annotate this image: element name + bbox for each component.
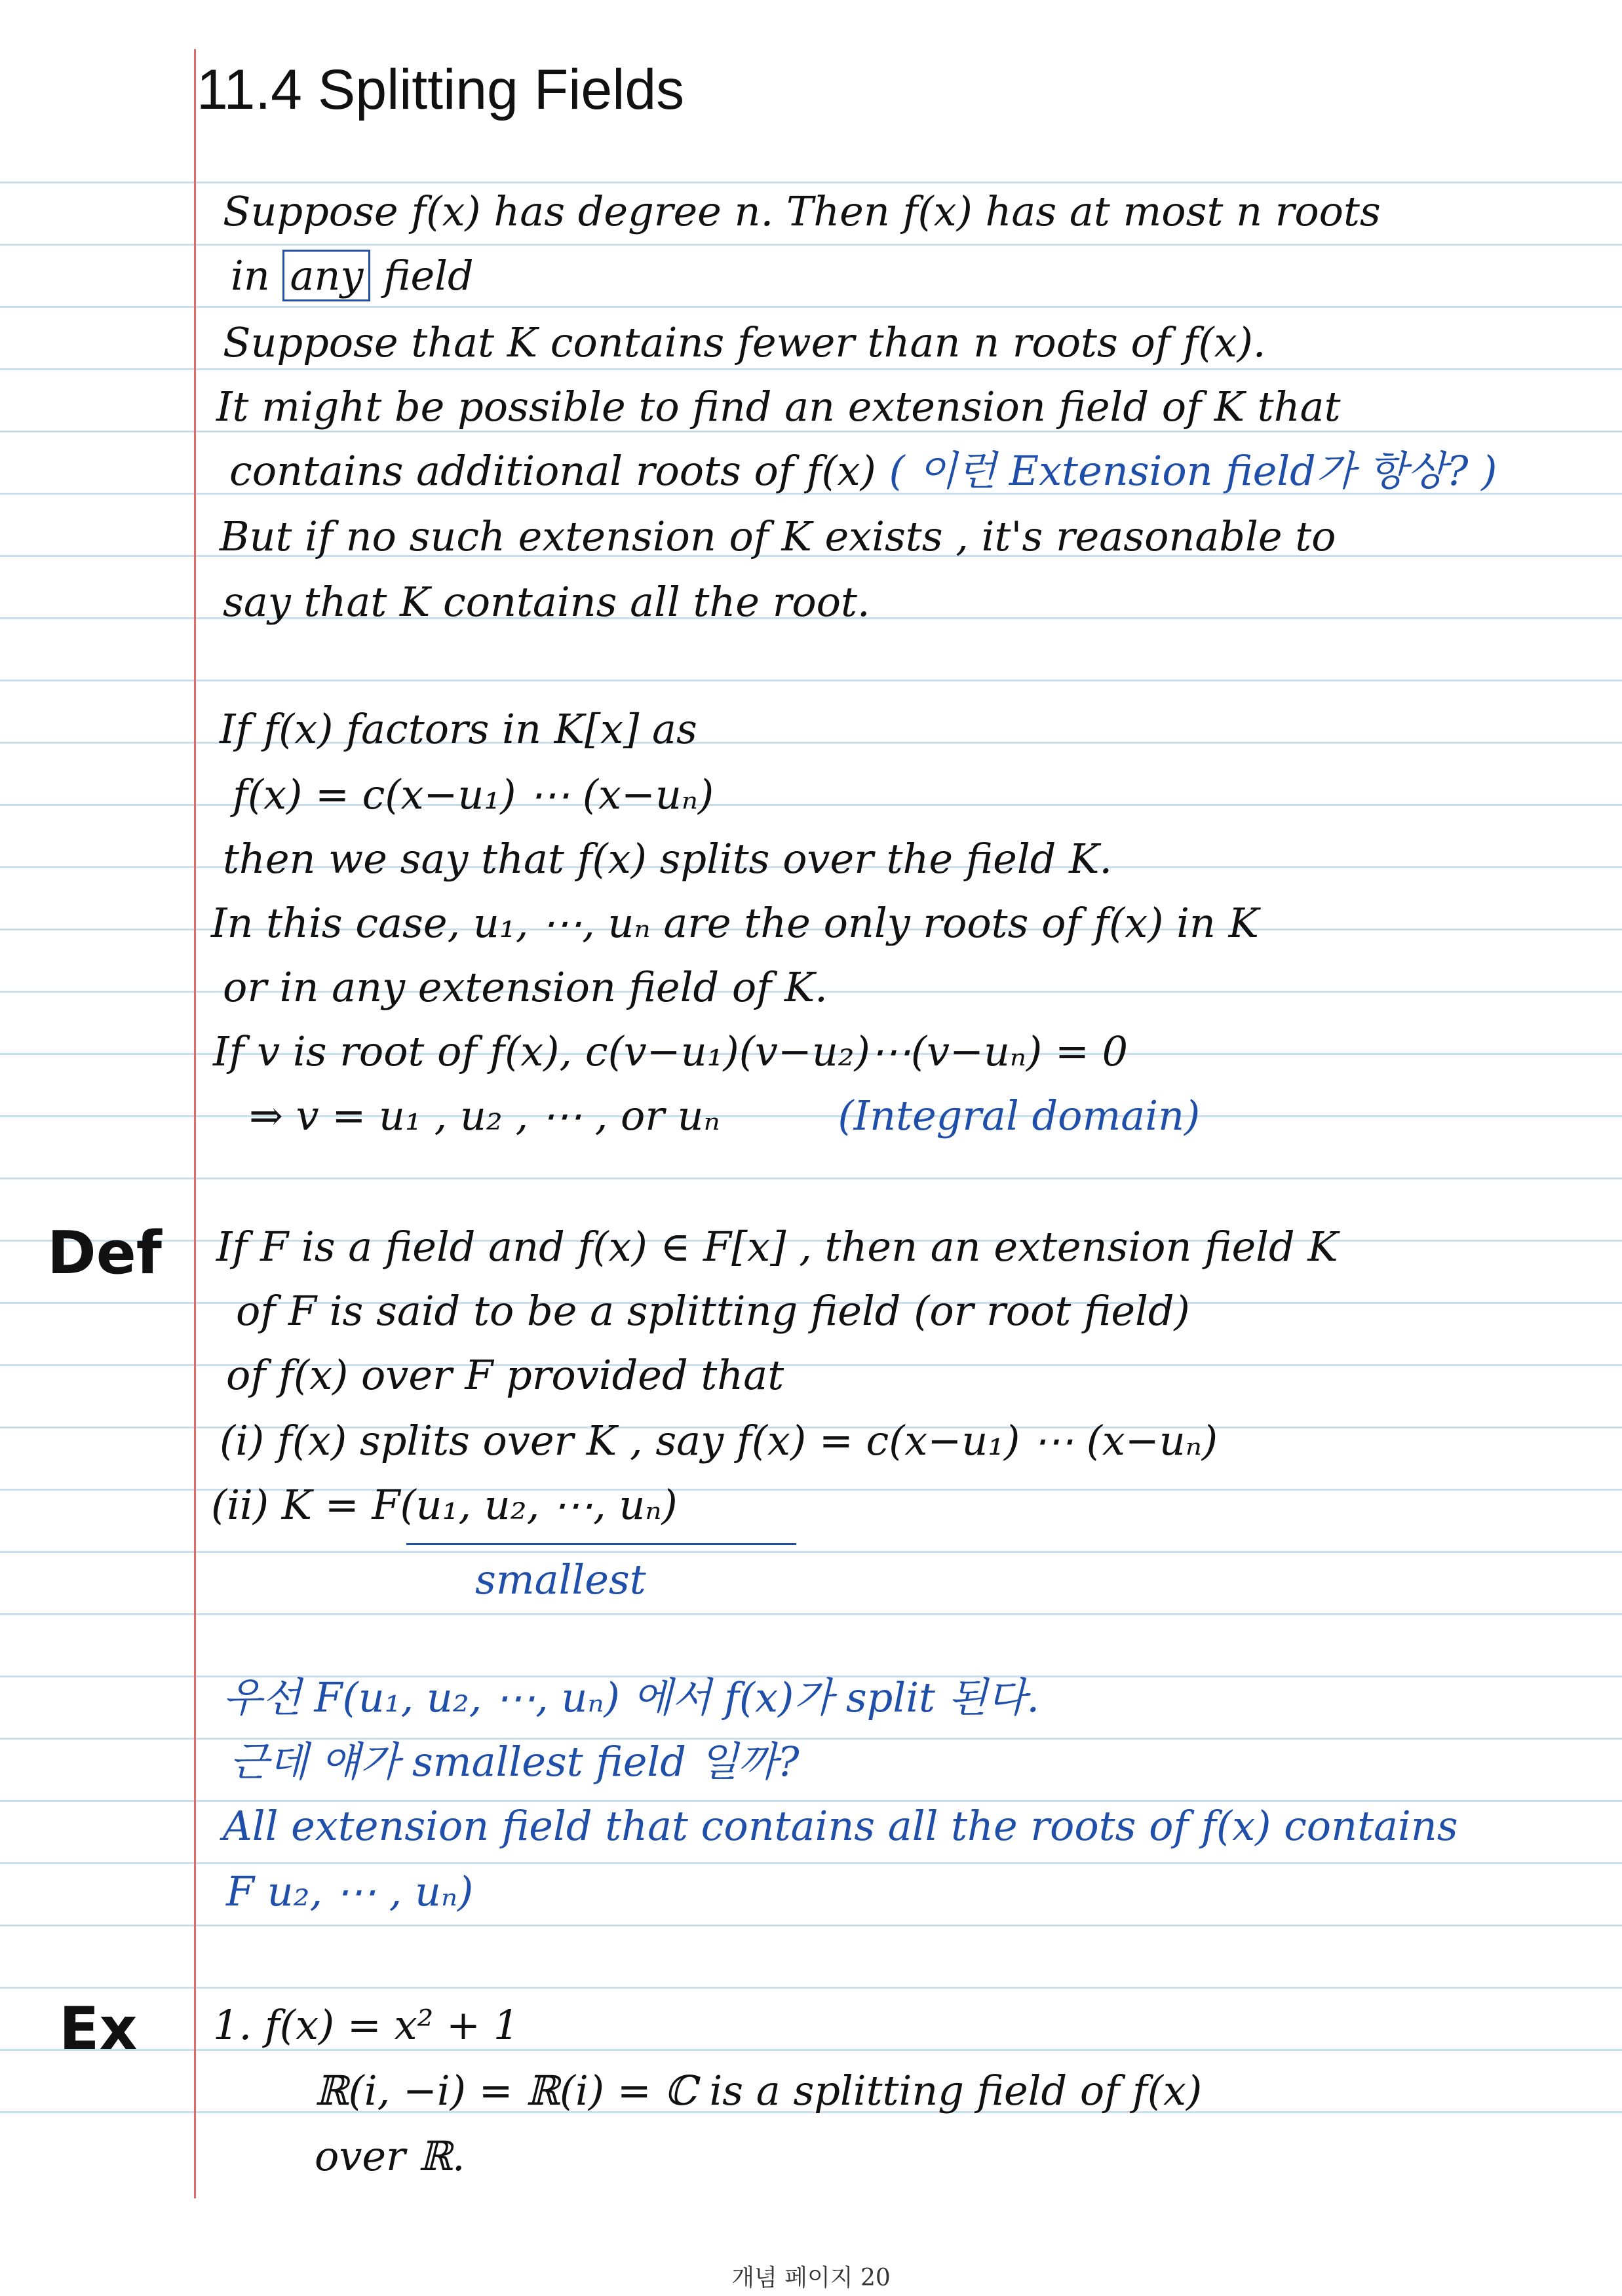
underline-mark — [406, 1543, 796, 1545]
def-line-1: If F is a field and f(x) ∈ F[x] , then an extension field K — [216, 1223, 1338, 1271]
intro-line-5-text: contains additional roots of f(x) — [229, 447, 876, 495]
splits-implication: ⇒ v = u₁ , u₂ , ⋯ , or uₙ — [249, 1092, 720, 1139]
def-label: Def — [47, 1219, 162, 1288]
def-condition-i: (i) f(x) splits over K , say f(x) = c(x−u₁) ⋯ (x−uₙ) — [220, 1417, 1218, 1464]
note-line-4: F u₂, ⋯ , uₙ) — [226, 1867, 474, 1915]
splits-line-4: In this case, u₁, ⋯, uₙ are the only roots of f(x) in K — [211, 899, 1259, 947]
intro-line-7: say that K contains all the root. — [223, 578, 870, 626]
def-line-2: of F is said to be a splitting field (or root field) — [236, 1287, 1190, 1335]
ex-label: Ex — [59, 1995, 138, 2063]
splits-line-7 — [249, 1092, 1201, 1139]
splits-factorization: f(x) = c(x−u₁) ⋯ (x−uₙ) — [233, 771, 714, 818]
page-title: 11.4 Splitting Fields — [197, 58, 685, 121]
intro-line-6: But if no such extension of K exists , it's reasonable to — [220, 512, 1336, 560]
intro-line-1: Suppose f(x) has degree n. Then f(x) has at most n roots — [223, 187, 1381, 235]
splits-line-6: If v is root of f(x), c(v−u₁)(v−u₂)⋯(v−uₙ) = 0 — [213, 1027, 1129, 1075]
intro-line-5 — [229, 447, 1497, 495]
splits-line-5: or in any extension field of K. — [223, 963, 828, 1011]
intro-line-4: It might be possible to find an extension field of K that — [216, 383, 1341, 430]
extension-question-note: ( 이런 Extension field가 항상? ) — [889, 447, 1497, 495]
margin-line — [194, 49, 196, 2198]
page-footer: 개념 페이지 20 — [731, 2265, 891, 2291]
ex-line-3: over ℝ. — [315, 2132, 465, 2180]
any-boxed-word: any — [282, 250, 370, 301]
note-line-3: All extension field that contains all the roots of f(x) contains — [223, 1802, 1458, 1850]
note-line-2: 근데 얘가 smallest field 일까? — [229, 1738, 800, 1786]
intro-line-2 — [231, 252, 474, 299]
splits-line-1: If f(x) factors in K[x] as — [220, 705, 697, 753]
integral-domain-note: (Integral domain) — [838, 1092, 1201, 1139]
intro-line-2-pre: in — [231, 252, 270, 299]
def-condition-ii: (ii) K = F(u₁, u₂, ⋯, uₙ) — [211, 1481, 678, 1529]
def-line-3: of f(x) over F provided that — [226, 1351, 784, 1399]
ex-line-2: ℝ(i, −i) = ℝ(i) = ℂ is a splitting field of f(x) — [315, 2067, 1203, 2114]
splits-line-3: then we say that f(x) splits over the field K. — [223, 835, 1113, 883]
intro-line-3: Suppose that K contains fewer than n roots of f(x). — [223, 318, 1266, 366]
ex-line-1: 1. f(x) = x² + 1 — [213, 2001, 520, 2049]
note-line-1: 우선 F(u₁, u₂, ⋯, uₙ) 에서 f(x)가 split 된다. — [223, 1674, 1040, 1721]
intro-line-2-post: field — [383, 252, 474, 299]
smallest-note: smallest — [475, 1556, 646, 1603]
